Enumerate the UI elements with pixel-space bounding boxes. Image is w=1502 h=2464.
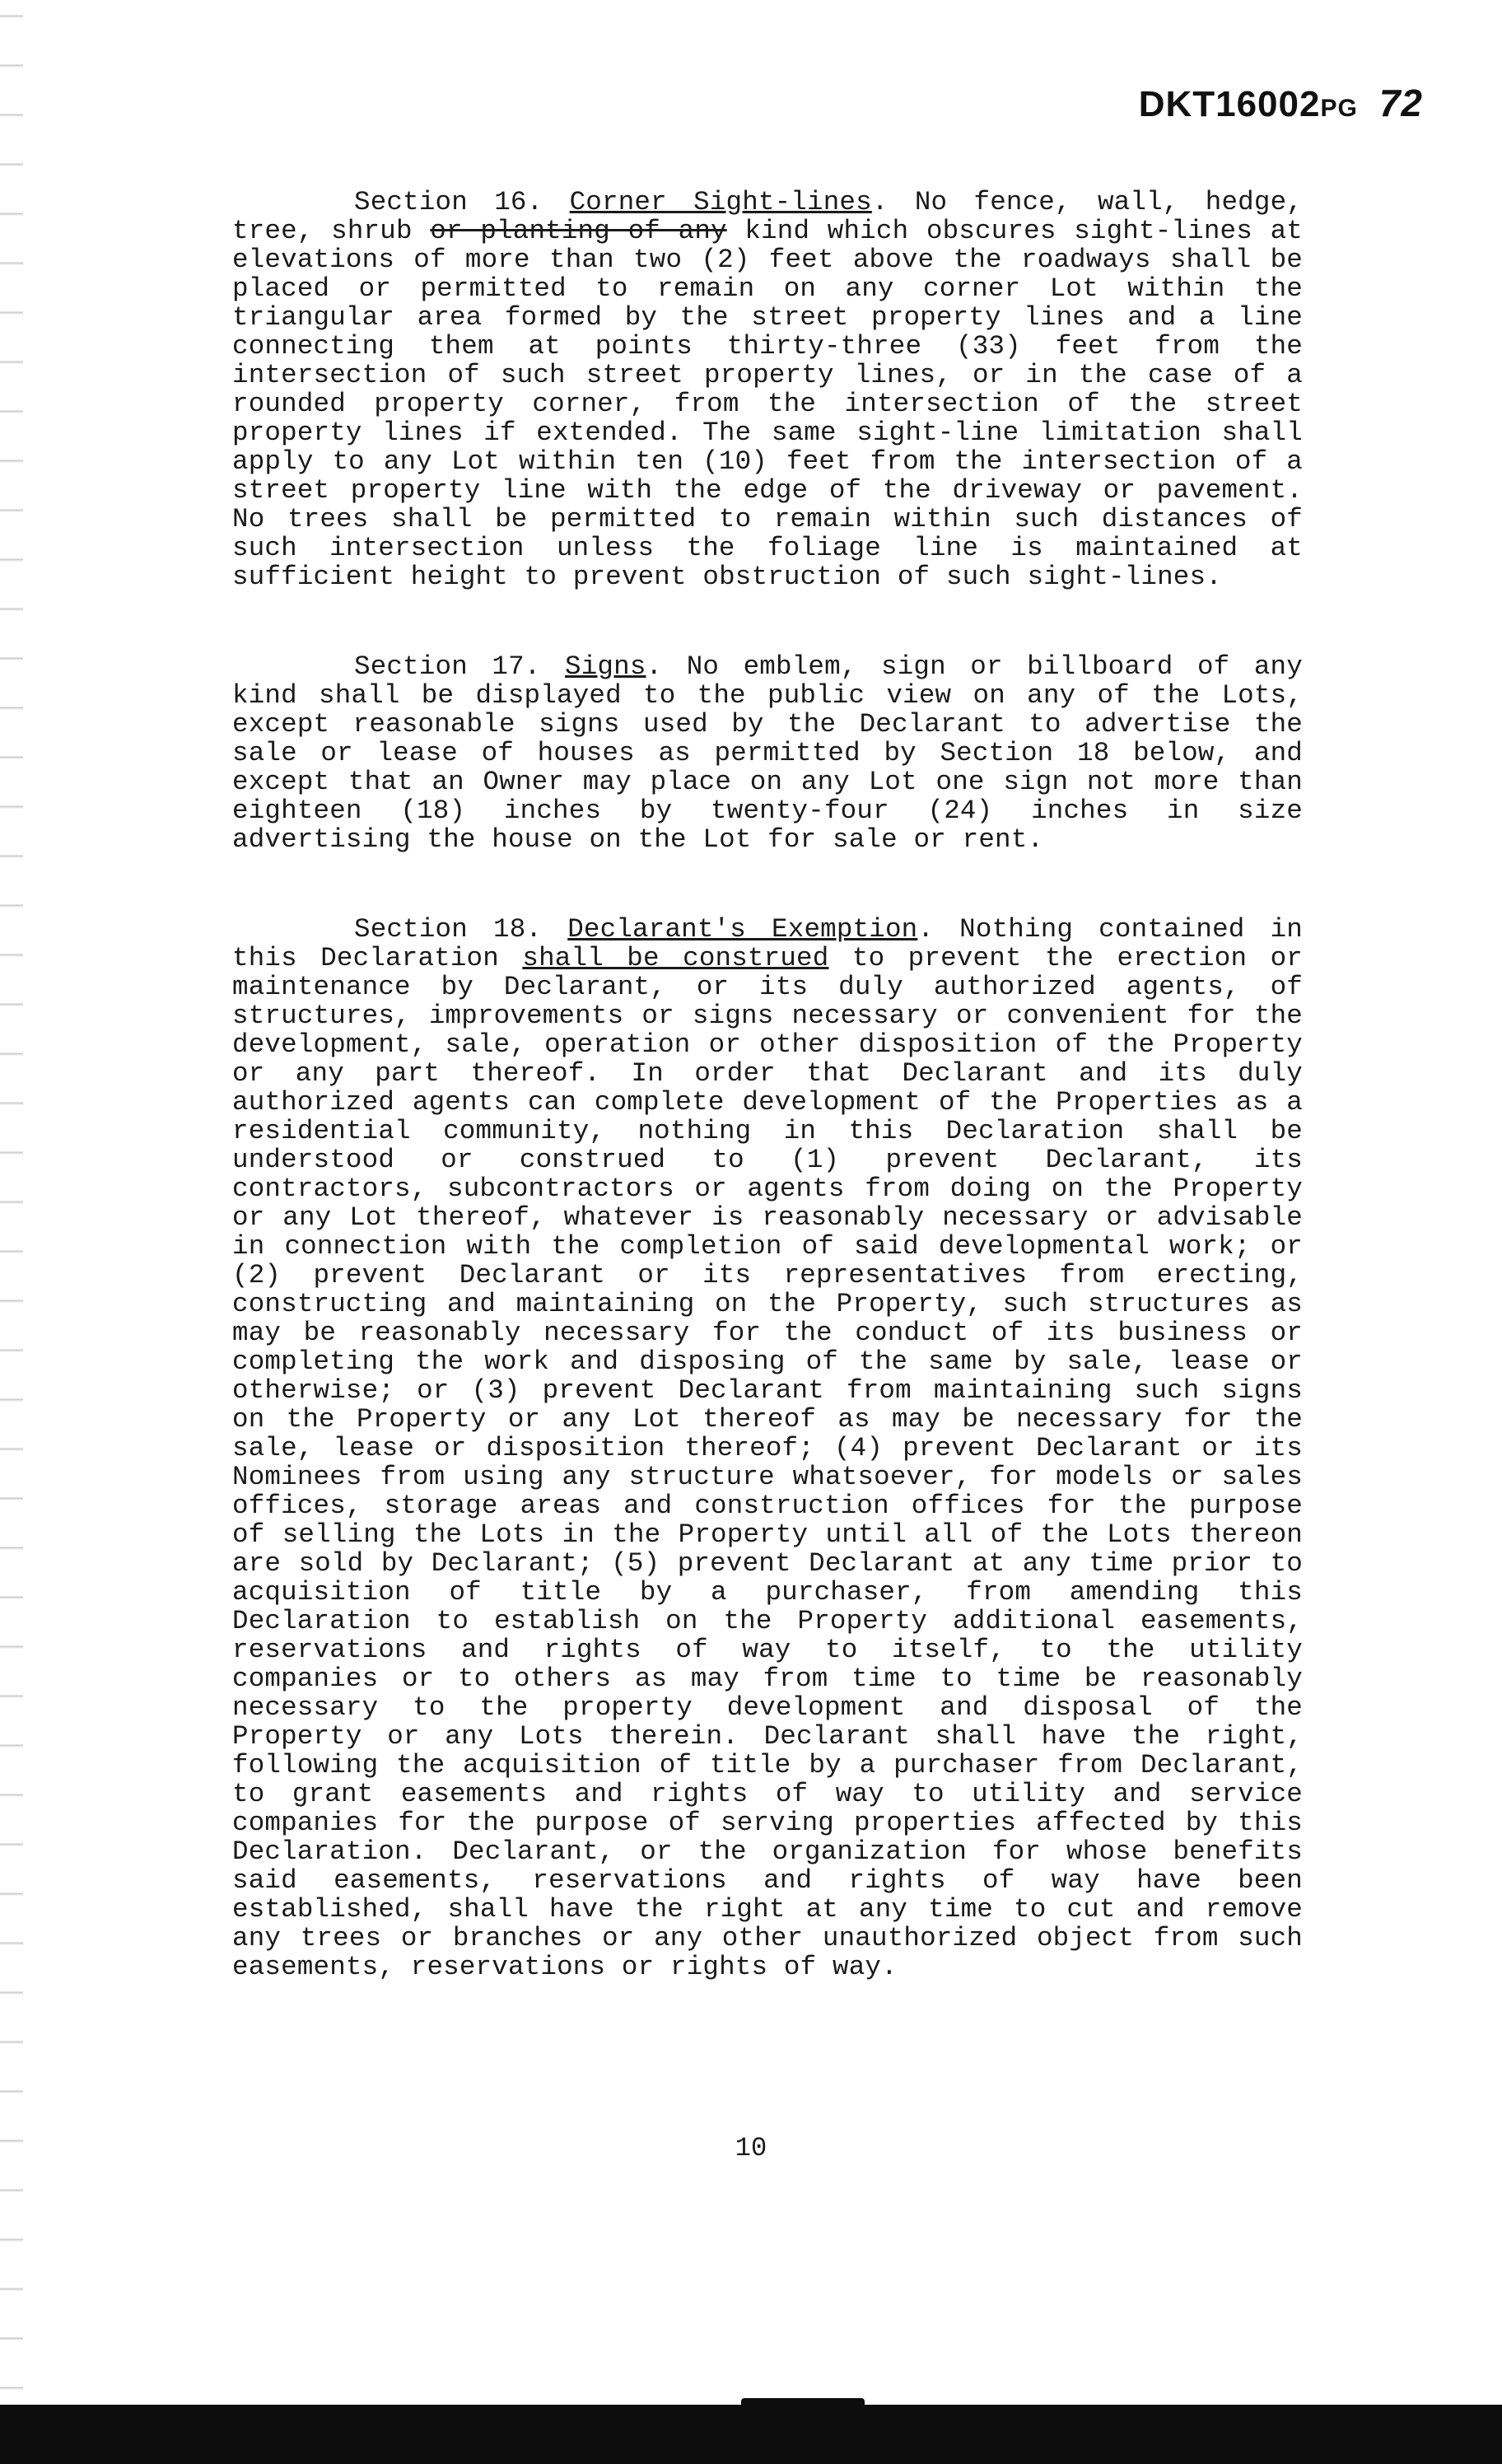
recorded-page-number: 72 xyxy=(1378,82,1423,124)
section-text: to prevent the erection or maintenance by Declarant, or its duly authorized agents, of structures, improvements or signs necessary or convenient for the development, sale, operation or other disposition of the Property or any part thereof. In order that Declarant and its duly authorized agents can complete development of the Properties as a residential community, nothing in this Declaration shall be understood or construed to (1) prevent Declarant, its contractors, subcontractors or agents from doing on the Property or any Lot thereof, whatever is reasonably necessary or advisable in connection with the completion of said developmental work; or (2) prevent Declarant or its representatives from erecting, constructing and maintaining on the Property, such structures as may be reasonably necessary for the conduct of its business or completing the work and disposing of the same by sale, lease or otherwise; or (3) prevent Declarant from maintaining such signs on the Property or any Lot thereof as may be necessary for the sale, lease or disposition thereof; (4) prevent Declarant or its Nominees from using any structure whatsoever, for models or sales offices, storage areas and construction offices for the purpose of selling the Lots in the Property until all of the Lots thereon are sold by Declarant; (5) prevent Declarant at any time prior to acquisition of title by a purchaser, from amending this Declaration to establish on the Property additional easements, reservations and rights of way to itself, to the utility companies or to others as may from time to time be reasonably necessary to the property development and disposal of the Property or any Lots therein. Declarant shall have the right, following the acquisition of title by a purchaser from Declarant, to grant easements and rights of way to utility and service companies for the purpose of serving properties affected by this Declaration. Declarant, or the organization for whose benefits said easements, reservations and rights of way have been established, shall have the right at any time to cut and remove any trees or branches or any other unauthorized object from such easements, reservations or rights of way. xyxy=(232,943,1303,1982)
section-heading: Section 18. xyxy=(354,914,543,945)
section-heading: Section 17. xyxy=(354,651,541,682)
page-number: 10 xyxy=(735,2133,767,2163)
section-text: No fence, wall, hedge, tree, shrub xyxy=(232,187,1303,246)
section-text: shall be construed xyxy=(522,943,829,973)
section-heading: Section 16. xyxy=(354,187,543,217)
book-reference: DKT16002 xyxy=(1138,84,1321,124)
scan-bottom-border xyxy=(0,2405,1502,2464)
section-18: Section 18. Declarant's Exemption. Nothing contained in this Declaration shall be construed to prevent the erection or maintenance by Declarant, or its duly authorized agents, of structures, improvements or signs necessary or convenient for the development, sale, operation or other disposition of the Property or any part thereof. In order that Declarant and its duly authorized agents can complete development of the Properties as a residential community, nothing in this Declaration shall be understood or construed to (1) prevent Declarant, its contractors, subcontractors or agents from doing on the Property or any Lot thereof, whatever is reasonably necessary or advisable in connection with the completion of said developmental work; or (2) prevent Declarant or its representatives from erecting, constructing and maintaining on the Property, such structures as may be reasonably necessary for the conduct of its business or completing the work and disposing of the same by sale, lease or otherwise; or (3) prevent Declarant from maintaining such signs on the Property or any Lot thereof as may be necessary for the sale, lease or disposition thereof; (4) prevent Declarant or its Nominees from using any structure whatsoever, for models or sales offices, storage areas and construction offices for the purpose of selling the Lots in the Property until all of the Lots thereon are sold by Declarant; (5) prevent Declarant at any time prior to acquisition of title by a purchaser, from amending this Declaration to establish on the Property additional easements, reservations and rights of way to itself, to the utility companies or to others as may from time to time be reasonably necessary to the property development and disposal of the Property or any Lots therein. Declarant shall have the right, following the acquisition of title by a purchaser from Declarant, to grant easements and rights of way to utility and service companies for the purpose of serving properties affected by this Declaration. Declarant, or the organization for whose benefits said easements, reservations and rights of way have been established, shall have the right at any time to cut and remove any trees or branches or any other unauthorized object from such easements, reservations or rights of way. xyxy=(232,914,1303,1982)
document-body xyxy=(232,188,1303,2042)
section-16: Section 16. Corner Sight-lines. No fence, wall, hedge, tree, shrub or planting of any kind which obscures sight-lines at elevations of more than two (2) feet above the roadways shall be placed or permitted to remain on any corner Lot within the triangular area formed by the street property lines and a line connecting them at points thirty-three (33) feet from the intersection of such street property lines, or in the case of a rounded property corner, from the intersection of the street property lines if extended. The same sight-line limitation shall apply to any Lot within ten (10) feet from the intersection of a street property line with the edge of the driveway or pavement. No trees shall be permitted to remain within such distances of such intersection unless the foliage line is maintained at sufficient height to prevent obstruction of such sight-lines. xyxy=(232,187,1303,592)
book-page-reference xyxy=(1139,81,1423,125)
section-title: Declarant's Exemption xyxy=(567,914,918,945)
page-label: PG xyxy=(1320,95,1358,122)
section-text: Nothing contained in this Declaration xyxy=(232,914,1303,973)
section-text: kind which obscures sight-lines at elevations of more than two (2) feet above the roadways shall be placed or permitted to remain on any corner Lot within the triangular area formed by the street property lines and a line connecting them at points thirty-three (33) feet from the intersection of such street property lines, or in the case of a rounded property corner, from the intersection of the street property lines if extended. The same sight-line limitation shall apply to any Lot within ten (10) feet from the intersection of a street property line with the edge of the driveway or pavement. No trees shall be permitted to remain within such distances of such intersection unless the foliage line is maintained at sufficient height to prevent obstruction of such sight-lines. xyxy=(232,216,1303,592)
section-title: Corner Sight-lines xyxy=(569,187,872,217)
section-text: or planting of any xyxy=(430,216,727,246)
scan-binding-edge xyxy=(0,0,23,2464)
section-title: Signs xyxy=(565,651,646,682)
section-text: No emblem, sign or billboard of any kind shall be displayed to the public view on any of the Lots, except reasonable signs used by the Declarant to advertise the sale or lease of houses as permitted by Section 18 below, and except that an Owner may place on any Lot one sign not more than eighteen (18) inches by twenty-four (24) inches in size advertising the house on the Lot for sale or rent. xyxy=(232,651,1303,855)
section-17: Section 17. Signs. No emblem, sign or billboard of any kind shall be displayed to the public view on any of the Lots, except reasonable signs used by the Declarant to advertise the sale or lease of houses as permitted by Section 18 below, and except that an Owner may place on any Lot one sign not more than eighteen (18) inches by twenty-four (24) inches in size advertising the house on the Lot for sale or rent. xyxy=(232,651,1303,855)
